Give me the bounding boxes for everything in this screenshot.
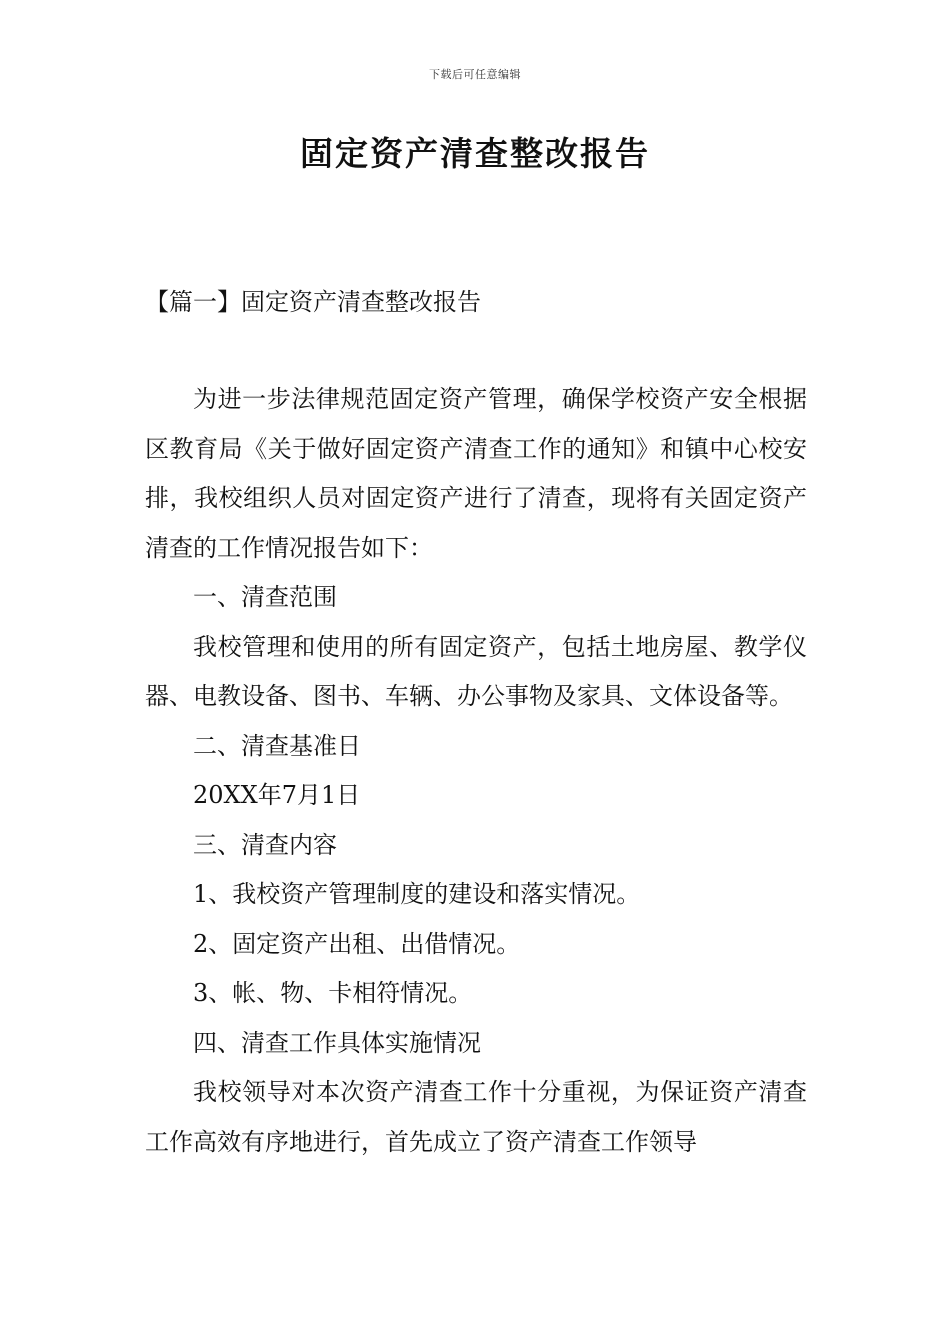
- paragraph-intro: 为进一步法律规范固定资产管理，确保学校资产安全根据区教育局《关于做好固定资产清查工作的通知》和镇中心校安排，我校组织人员对固定资产进行了清查，现将有关固定资产清查的工作情况报告如下：: [145, 385, 807, 562]
- paragraph-scope: 我校管理和使用的所有固定资产，包括土地房屋、教学仪器、电教设备、图书、车辆、办公事物及家具、文体设备等。: [145, 632, 807, 710]
- heading-content: 三、清查内容: [193, 830, 337, 859]
- heading-scope: 一、清查范围: [193, 583, 337, 611]
- paragraph-implementation: 我校领导对本次资产清查工作十分重视，为保证资产清查工作高效有序地进行，首先成立了资产清查工作领导: [145, 1078, 807, 1156]
- document-body: [145, 375, 807, 1167]
- list-item: 2、固定资产出租、出借情况。: [193, 929, 521, 958]
- heading-implementation: 四、清查工作具体实施情况: [193, 1028, 481, 1057]
- document-title: 固定资产清查整改报告: [300, 134, 650, 173]
- list-item: 1、我校资产管理制度的建设和落实情况。: [193, 880, 641, 908]
- heading-base-date: 二、清查基准日: [193, 731, 361, 760]
- list-item: 3、帐、物、卡相符情况。: [193, 979, 473, 1007]
- section-heading: 【篇一】固定资产清查整改报告: [145, 288, 481, 316]
- paragraph-base-date: 20XX年7月1日: [193, 781, 361, 809]
- header-note: 下载后可任意编辑: [429, 68, 521, 81]
